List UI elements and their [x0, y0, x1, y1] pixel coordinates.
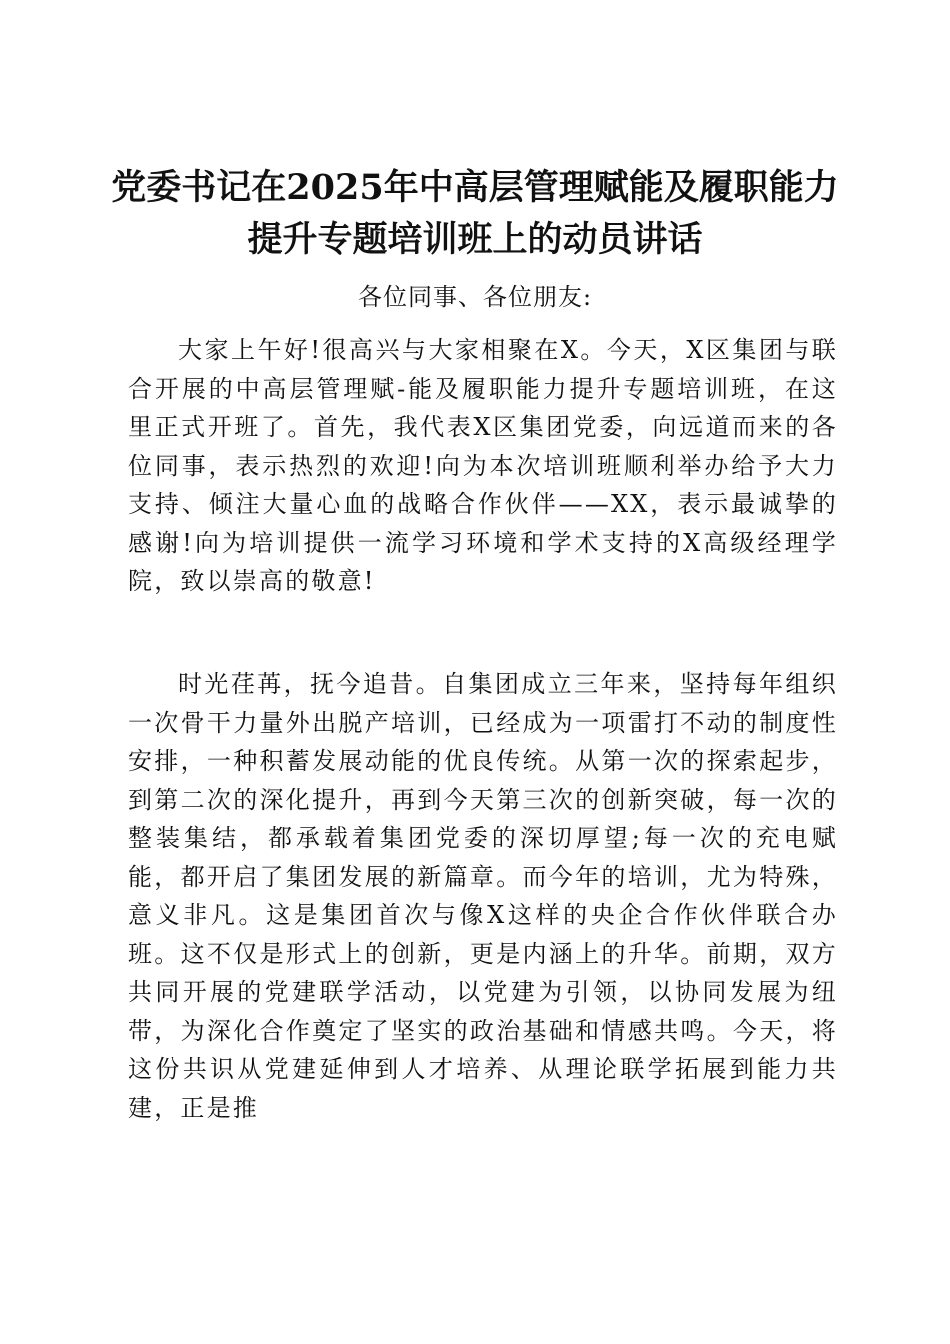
paragraph-2: 时光荏苒，抚今追昔。自集团成立三年来，坚持每年组织一次骨干力量外出脱产培训，已经成为一项雷打不动的制度性安排，一种积蓄发展动能的优良传统。从第一次的探索起步，到第二次的深化提升，再到今天第三次的创新突破，每一次的整装集结，都承载着集团党委的深切厚望;每一次的充电赋能，都开启了集团发展的新篇章。而今年的培训，尤为特殊，意义非凡。这是集团首次与像X这样的央企合作伙伴联合办班。这不仅是形式上的创新，更是内涵上的升华。前期，双方共同开展的党建联学活动，以党建为引领，以协同发展为纽带，为深化合作奠定了坚实的政治基础和情感共鸣。今天，将这份共识从党建延伸到人才培养、从理论联学拓展到能力共建，正是推 [128, 670, 838, 1122]
paragraph-1: 大家上午好!很高兴与大家相聚在X。今天，X区集团与联合开展的中高层管理赋-能及履职能力提升专题培训班，在这里正式开班了。首先，我代表X区集团党委，向远道而来的各位同事，表示热烈的欢迎!向为本次培训班顺利举办给予大力支持、倾注大量心血的战略合作伙伴——XX，表示最诚挚的感谢!向为培训提供一流学习环境和学术支持的X高级经理学院，致以崇高的敬意! [128, 336, 838, 595]
greeting: 各位同事、各位朋友: [357, 283, 593, 311]
document-title: 党委书记在2025年中高层管理赋能及履职能力提升专题培训班上的动员讲话 [111, 167, 839, 260]
